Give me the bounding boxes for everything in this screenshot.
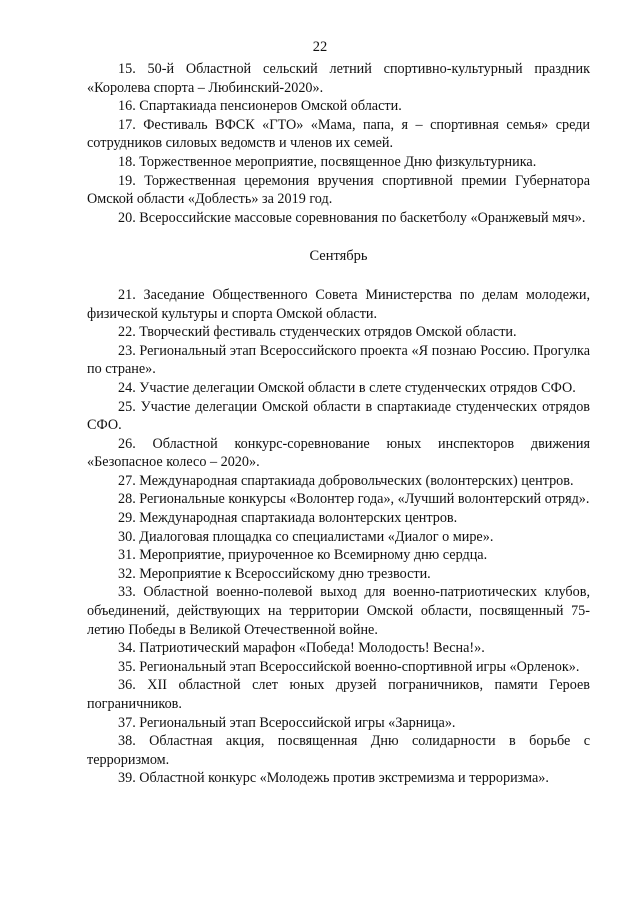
list-item: 18. Торжественное мероприятие, посвященное Дню физкультурника. [118,153,537,170]
list-item: 15. 50-й Областной сельский летний спортивно-культурный праздник «Королева спорта – Любинский-2020». [87,61,590,96]
list-item: 30. Диалоговая площадка со специалистами «Диалог о мире». [118,528,494,545]
list-item: 20. Всероссийские массовые соревнования по баскетболу «Оранжевый мяч». [118,209,586,226]
list-item: 23. Региональный этап Всероссийского проекта «Я познаю Россию. Прогулка по стране». [87,342,590,378]
list-item: 27. Международная спартакиада добровольческих (волонтерских) центров. [118,472,574,489]
list-item: 21. Заседание Общественного Совета Министерства по делам молодежи, физической культуры и спорта Омской области. [87,286,590,322]
list-item: 32. Мероприятие к Всероссийскому дню трезвости. [118,565,431,582]
list-item: 22. Творческий фестиваль студенческих отрядов Омской области. [118,324,517,341]
list-item: 29. Международная спартакиада волонтерских центров. [118,510,458,527]
list-item: 19. Торжественная церемония вручения спортивной премии Губернатора Омской области «Доблесть» за 2019 год. [87,172,590,208]
list-item: 34. Патриотический марафон «Победа! Молодость! Весна!». [118,640,485,657]
section-heading-september: Сентябрь [309,248,368,265]
list-item: 31. Мероприятие, приуроченное ко Всемирному дню сердца. [118,547,488,564]
event-list-september [87,286,590,788]
list-item: 33. Областной военно-полевой выход для военно-патриотических клубов, объединений, действующих на территории Омской области, посвященный 75-летию Победы в Великой Отечественной войне. [87,584,590,638]
document-body [87,60,590,788]
list-item: 25. Участие делегации Омской области в спартакиаде студенческих отрядов СФО. [87,398,590,434]
list-item: 28. Региональные конкурсы «Волонтер года», «Лучший волонтерский отряд». [118,491,590,508]
list-item: 16. Спартакиада пенсионеров Омской области. [118,98,402,115]
list-item: 36. XII областной слет юных друзей пограничников, памяти Героев пограничников. [87,677,590,712]
list-item: 26. Областной конкурс-соревнование юных инспекторов движения «Безопасное колесо – 2020». [87,435,590,471]
list-item: 37. Региональный этап Всероссийской игры «Зарница». [118,714,456,731]
page-number: 22 [312,39,328,55]
list-item: 17. Фестиваль ВФСК «ГТО» «Мама, папа, я – спортивная семья» среди сотрудников силовых ведомств и членов их семей. [87,116,590,152]
list-item: 38. Областная акция, посвященная Дню солидарности в борьбе с терроризмом. [87,733,590,768]
event-list-august [87,60,590,227]
list-item: 35. Региональный этап Всероссийской военно-спортивной игры «Орленок». [118,658,580,675]
list-item: 39. Областной конкурс «Молодежь против экстремизма и терроризма». [118,770,549,787]
list-item: 24. Участие делегации Омской области в слете студенческих отрядов СФО. [118,379,576,396]
